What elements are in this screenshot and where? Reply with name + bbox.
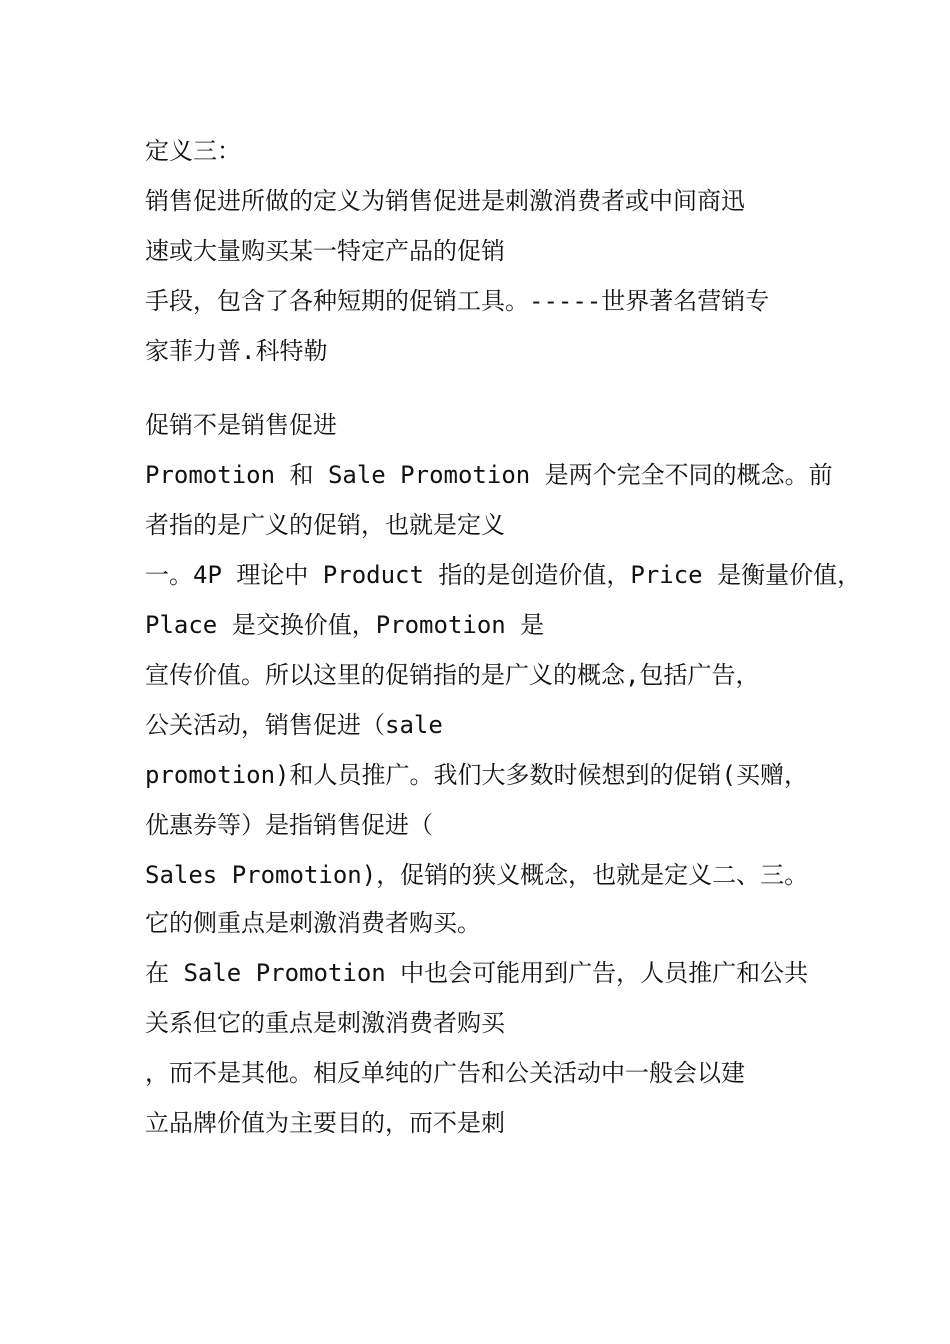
paragraph-line: 关系但它的重点是刺激消费者购买 — [145, 1009, 505, 1037]
paragraph-line: 公关活动，销售促进（sale — [145, 711, 443, 739]
paragraph-line: 立品牌价值为主要目的，而不是刺 — [145, 1109, 505, 1137]
paragraph-line: Promotion 和 Sale Promotion 是两个完全不同的概念。前 — [145, 461, 833, 489]
paragraph-line: 它的侧重点是刺激消费者购买。 — [145, 909, 481, 937]
paragraph-line: 在 Sale Promotion 中也会可能用到广告，人员推广和公共 — [145, 959, 809, 987]
paragraph-line: promotion)和人员推广。我们大多数时候想到的促销(买赠， — [145, 761, 808, 789]
paragraph-line: 手段，包含了各种短期的促销工具。-----世界著名营销专 — [145, 287, 770, 315]
paragraph-line: 者指的是广义的促销，也就是定义 — [145, 511, 505, 539]
paragraph-line: ，而不是其他。相反单纯的广告和公关活动中一般会以建 — [145, 1059, 745, 1087]
section-heading: 定义三： — [145, 137, 241, 165]
paragraph-line: 宣传价值。所以这里的促销指的是广义的概念,包括广告， — [145, 661, 760, 689]
paragraph-line: Sales Promotion)，促销的狭义概念，也就是定义二、三。 — [145, 861, 809, 889]
paragraph-line: 优惠券等）是指销售促进（ — [145, 811, 433, 839]
paragraph-line: 销售促进所做的定义为销售促进是刺激消费者或中间商迅 — [145, 187, 745, 215]
paragraph-line: 速或大量购买某一特定产品的促销 — [145, 237, 505, 265]
subheading: 促销不是销售促进 — [145, 411, 337, 439]
paragraph-line: 家菲力普.科特勒 — [145, 337, 328, 365]
paragraph-line: Place 是交换价值，Promotion 是 — [145, 611, 545, 639]
paragraph-line: 一。4P 理论中 Product 指的是创造价值，Price 是衡量价值， — [145, 561, 862, 589]
